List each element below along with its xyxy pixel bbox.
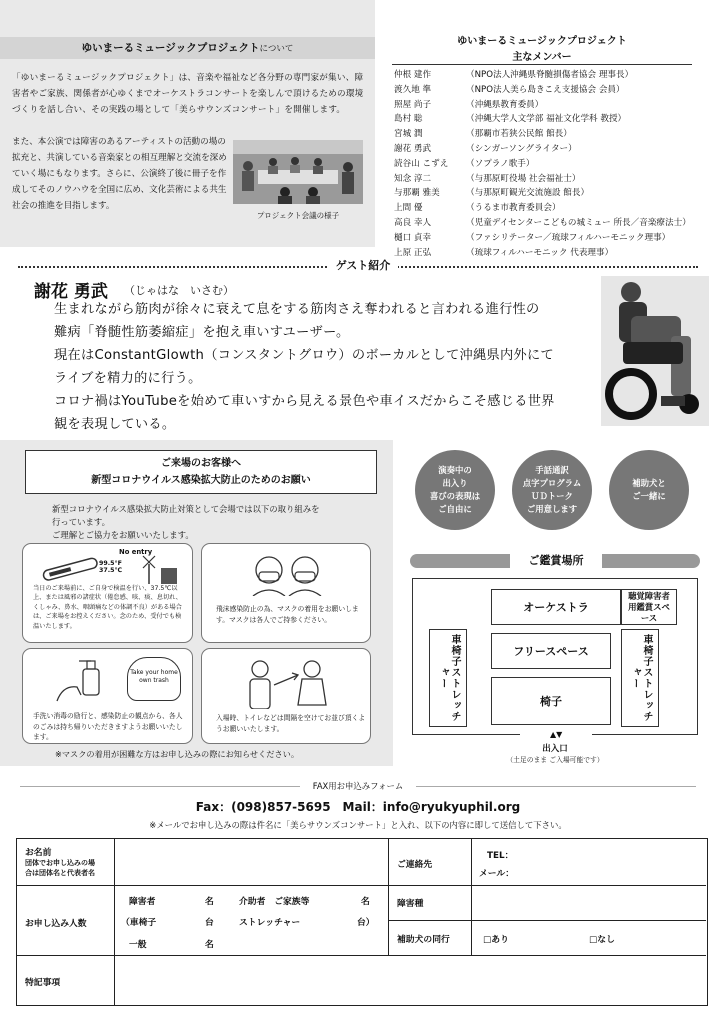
fax-email-note: ※メールでお申し込みの際は件名に「美らサウンズコンサート」と入れ、以下の内容に即して送信して下さい。 — [149, 820, 567, 830]
member-row — [394, 157, 694, 172]
fax-form-title: FAX用お申込みフォーム — [300, 780, 416, 792]
member-role: （ソプラノ歌手） — [466, 158, 535, 169]
form-line — [471, 839, 472, 955]
service-line: 点字プログラム — [522, 478, 582, 488]
member-role: （沖縄大学人文学部 福祉文化学科 教授） — [466, 114, 627, 125]
member-name: 照屋 尚子 — [394, 99, 432, 110]
service-line: 出入り — [442, 478, 468, 488]
service-line: ご自由に — [438, 504, 472, 514]
contact-field[interactable] — [527, 843, 702, 883]
about-paragraph-2: また、本公演では障害のあるアーティストの活動の場の拡充と、共演している音楽家との相互理解と交流を深めていく場にもなります。さらに、公演終了後に冊子を作成してそのノウハウを全国に広め、文化芸術による共生社会の推進を目指します。 — [12, 137, 227, 211]
area-wheelchair-right — [621, 629, 659, 727]
disabled-label: 障害者 — [129, 897, 156, 907]
disabled-unit: 名 — [205, 897, 214, 907]
service-circle-accessibility — [512, 450, 592, 530]
temp-fahrenheit: 99.5°F — [99, 560, 122, 567]
guest-section-title: ゲスト紹介 — [328, 258, 398, 274]
about-title-suffix: について — [259, 44, 294, 54]
form-line — [388, 839, 389, 955]
wheelchair-right-label: 車椅子ストレッチャー — [629, 634, 652, 722]
covid-section — [0, 440, 393, 766]
members-divider — [392, 64, 692, 65]
helper-unit: 名 — [361, 897, 370, 907]
service-line: 喜びの表現は — [429, 491, 481, 501]
card3-text: 手洗い消毒の励行と、感染防止の観点から、各人のごみは持ち帰りいただきますようお願いいたします。 — [33, 712, 183, 741]
member-role: （児童デイセンターこどもの城ミュー 所長／音楽療法士） — [466, 217, 691, 228]
application-form — [16, 838, 708, 1006]
area-wheelchair-left — [429, 629, 467, 727]
disability-type-label: 障害種 — [397, 899, 424, 909]
name-field[interactable] — [115, 839, 388, 885]
mask-people-icon — [247, 550, 327, 596]
member-name: 宮城 潤 — [394, 129, 423, 140]
helper-label: 介助者 ご家族等 — [239, 897, 310, 907]
venue-map — [412, 578, 698, 735]
service-circle-assistance-dog — [609, 450, 689, 530]
member-role: （与那原町役場 社会福祉士） — [466, 173, 581, 184]
remarks-field[interactable] — [115, 956, 703, 1004]
member-name: 与那覇 雅美 — [394, 188, 440, 199]
venue-title-bar — [410, 548, 700, 576]
entrance-label: 出入口 — [542, 744, 568, 754]
assistance-dog-label: 補助犬の同行 — [397, 935, 450, 945]
card-mask — [201, 543, 371, 643]
member-name: 仲根 建作 — [394, 70, 432, 80]
name-sub-1: 団体でお申し込みの場 — [25, 859, 95, 867]
guest-line: ライブを精力的に行う。 — [54, 371, 202, 386]
stretcher-label: ストレッチャー — [239, 918, 301, 928]
member-name: 島村 聡 — [394, 114, 423, 125]
covid-intro — [52, 503, 372, 543]
member-row — [394, 201, 694, 216]
card2-text: 飛沫感染防止の為、マスクの着用をお願いします。マスクは各人でご持参ください。 — [216, 605, 359, 624]
wheelchair-left-label: 車椅子ストレッチャー — [437, 634, 460, 722]
form-line — [388, 920, 706, 921]
form-line — [17, 885, 706, 886]
general-label: 一般 — [129, 940, 147, 950]
service-line: 補助犬と — [632, 478, 666, 488]
about-paragraph-1: 「ゆいまーるミュージックプロジェクト」は、音楽や福祉など各分野の専門家が集い、障害者やご家族、関係者が心ゆくまでオーケストラコンサートを楽しんで頂けるための環境づくりを話し合い、その実践の場として「美らサウンズコンサート」を開催します。 — [12, 73, 364, 115]
members-title-1: ゆいまーるミュージックプロジェクト — [457, 36, 627, 47]
member-role: （琉球フィルハーモニック 代表理事） — [466, 247, 614, 258]
remarks-label: 特記事項 — [25, 978, 61, 988]
guest-description — [54, 298, 599, 436]
distance-icon — [242, 655, 332, 709]
guest-line: 現在はConstantGlowth（コンスタントグロウ）のボーカルとして沖縄県内外にて — [54, 348, 554, 363]
covid-note: ※マスクの着用が困難な方はお申し込みの際にお知らせください。 — [55, 749, 300, 759]
guest-line: 生まれながら筋肉が徐々に衰えて息をする筋肉さえ奪われると言われる進行性の — [54, 302, 540, 317]
member-row — [394, 98, 694, 113]
guest-name: 謝花 勇武 — [34, 282, 108, 302]
area-hearing-impaired: 聴覚障害者用鑑賞スペース — [621, 589, 677, 625]
member-row — [394, 216, 694, 231]
member-role: （NPO法人美ら島きこえ支援協会 会員） — [466, 84, 625, 95]
service-line: ご用意します — [526, 504, 578, 514]
dog-yes-checkbox[interactable]: □あり — [483, 935, 509, 945]
name-label: お名前 — [25, 848, 52, 858]
about-title-main: ゆいまーるミュージックプロジェクト — [81, 42, 260, 54]
general-unit: 名 — [205, 940, 214, 950]
member-name: 樋口 貞幸 — [394, 232, 432, 243]
card4-text: 入場時、トイレなどは間隔を空けてお並び頂くようお願いいたします。 — [216, 714, 366, 733]
disability-type-field[interactable] — [473, 887, 703, 919]
fax-form-header — [0, 780, 716, 792]
temp-celsius: 37.5℃ — [99, 567, 123, 574]
member-row — [394, 186, 694, 201]
member-role: （与那原町観光交流施設 館長） — [466, 188, 590, 199]
entrance-arrow-icon: ▲▼ — [550, 730, 563, 739]
dog-no-checkbox[interactable]: □なし — [589, 935, 615, 945]
about-title — [0, 37, 375, 59]
fax-contact-info: Fax：(098)857-5695 Mail：info@ryukyuphil.org — [195, 800, 521, 814]
tel-label: TEL： — [487, 851, 514, 861]
service-line: ご一緒に — [632, 491, 666, 501]
member-name: 知念 淳二 — [394, 173, 432, 184]
member-role: （うるま市教育委員会） — [466, 203, 561, 214]
member-row — [394, 231, 694, 246]
covid-title-box — [25, 450, 377, 494]
about-section — [0, 0, 375, 247]
member-name: 渡久地 準 — [394, 84, 432, 95]
count-label: お申し込み人数 — [25, 919, 87, 929]
entrance-note: （土足のまま ご入場可能です） — [506, 756, 604, 764]
card1-text: 当日のご来場前に、ご自身で検温を行い、37.5℃以上、または風邪の諸症状（倦怠感、咳、痰、息切れ、くしゃみ、鼻水、咽頭痛などの体調不良）がある場合は、ご来場をお控えください。念のため、受付でも検温いたします。 — [33, 585, 182, 630]
member-role: （ファシリテーター／琉球フィルハーモニック理事） — [466, 232, 671, 243]
venue-title: ご鑑賞場所 — [510, 548, 602, 574]
wheelchair-label: （車椅子 — [121, 918, 157, 928]
member-name: 読谷山 こずえ — [394, 158, 449, 169]
sanitizer-icon — [53, 655, 113, 705]
guest-line: 難病「脊髄性筋萎縮症」を抱え車いすユーザー。 — [54, 325, 350, 340]
no-entry-label: No entry — [119, 548, 153, 556]
member-row — [394, 142, 694, 157]
service-line: 手話通訳 — [535, 465, 569, 475]
guest-section-header — [0, 258, 716, 274]
guest-photo — [601, 276, 709, 426]
wheelchair-unit: 台 — [205, 918, 214, 928]
service-circle-cheer — [415, 450, 495, 530]
member-row — [394, 112, 694, 127]
area-chairs: 椅子 — [491, 677, 611, 725]
stretcher-unit: 台） — [357, 918, 375, 928]
member-row — [394, 68, 694, 83]
member-name: 上間 優 — [394, 203, 423, 214]
service-line: 演奏中の — [438, 465, 472, 475]
member-name: 高良 幸人 — [394, 217, 432, 228]
member-role: （那覇市若狭公民館 館長） — [466, 129, 572, 140]
meeting-photo — [233, 140, 363, 204]
service-line: ＵＤトーク — [531, 491, 573, 501]
guest-name-kana: （じゃはな いさむ） — [124, 284, 234, 297]
covid-title-2: 新型コロナウイルス感染拡大防止のためのお願い — [91, 475, 311, 486]
member-row — [394, 127, 694, 142]
mail-label: メール： — [479, 869, 515, 879]
guest-line: コロナ禍はYouTubeを始めて車いすから見える景色や車イスだからこそ感じる世界 — [54, 394, 555, 409]
covid-title-1: ご来場のお客様へ — [161, 458, 241, 469]
member-role: （沖縄県教育委員） — [466, 99, 544, 110]
covid-intro-line: 行っています。 — [52, 517, 110, 528]
members-title-2: 主なメンバー — [512, 52, 572, 63]
area-free-space: フリースペース — [491, 633, 611, 669]
contact-label: ご連絡先 — [397, 860, 433, 870]
member-name: 上原 正弘 — [394, 247, 432, 258]
card-temperature — [22, 543, 193, 643]
member-role: （シンガーソングライター） — [466, 143, 577, 154]
member-name: 謝花 勇武 — [394, 143, 432, 154]
photo-caption: プロジェクト会議の様子 — [256, 211, 340, 220]
card-distance — [201, 648, 371, 744]
member-row — [394, 83, 694, 98]
name-sub-2: 合は団体名と代表者名 — [25, 869, 95, 877]
card-handwash — [22, 648, 193, 744]
members-list — [394, 68, 694, 260]
area-orchestra: オーケストラ — [491, 589, 621, 625]
trash-bag-label: Take your home own trash — [130, 669, 178, 684]
guest-line: 観を表現している。 — [54, 417, 176, 432]
covid-intro-line: 新型コロナウイルス感染拡大防止対策として会場では以下の取り組みを — [52, 504, 320, 514]
covid-intro-line: ご理解とご協力をお願いいたします。 — [52, 530, 194, 541]
member-row — [394, 172, 694, 187]
member-role: （NPO法人沖縄県脊髄損傷者協会 理事長） — [466, 70, 634, 80]
